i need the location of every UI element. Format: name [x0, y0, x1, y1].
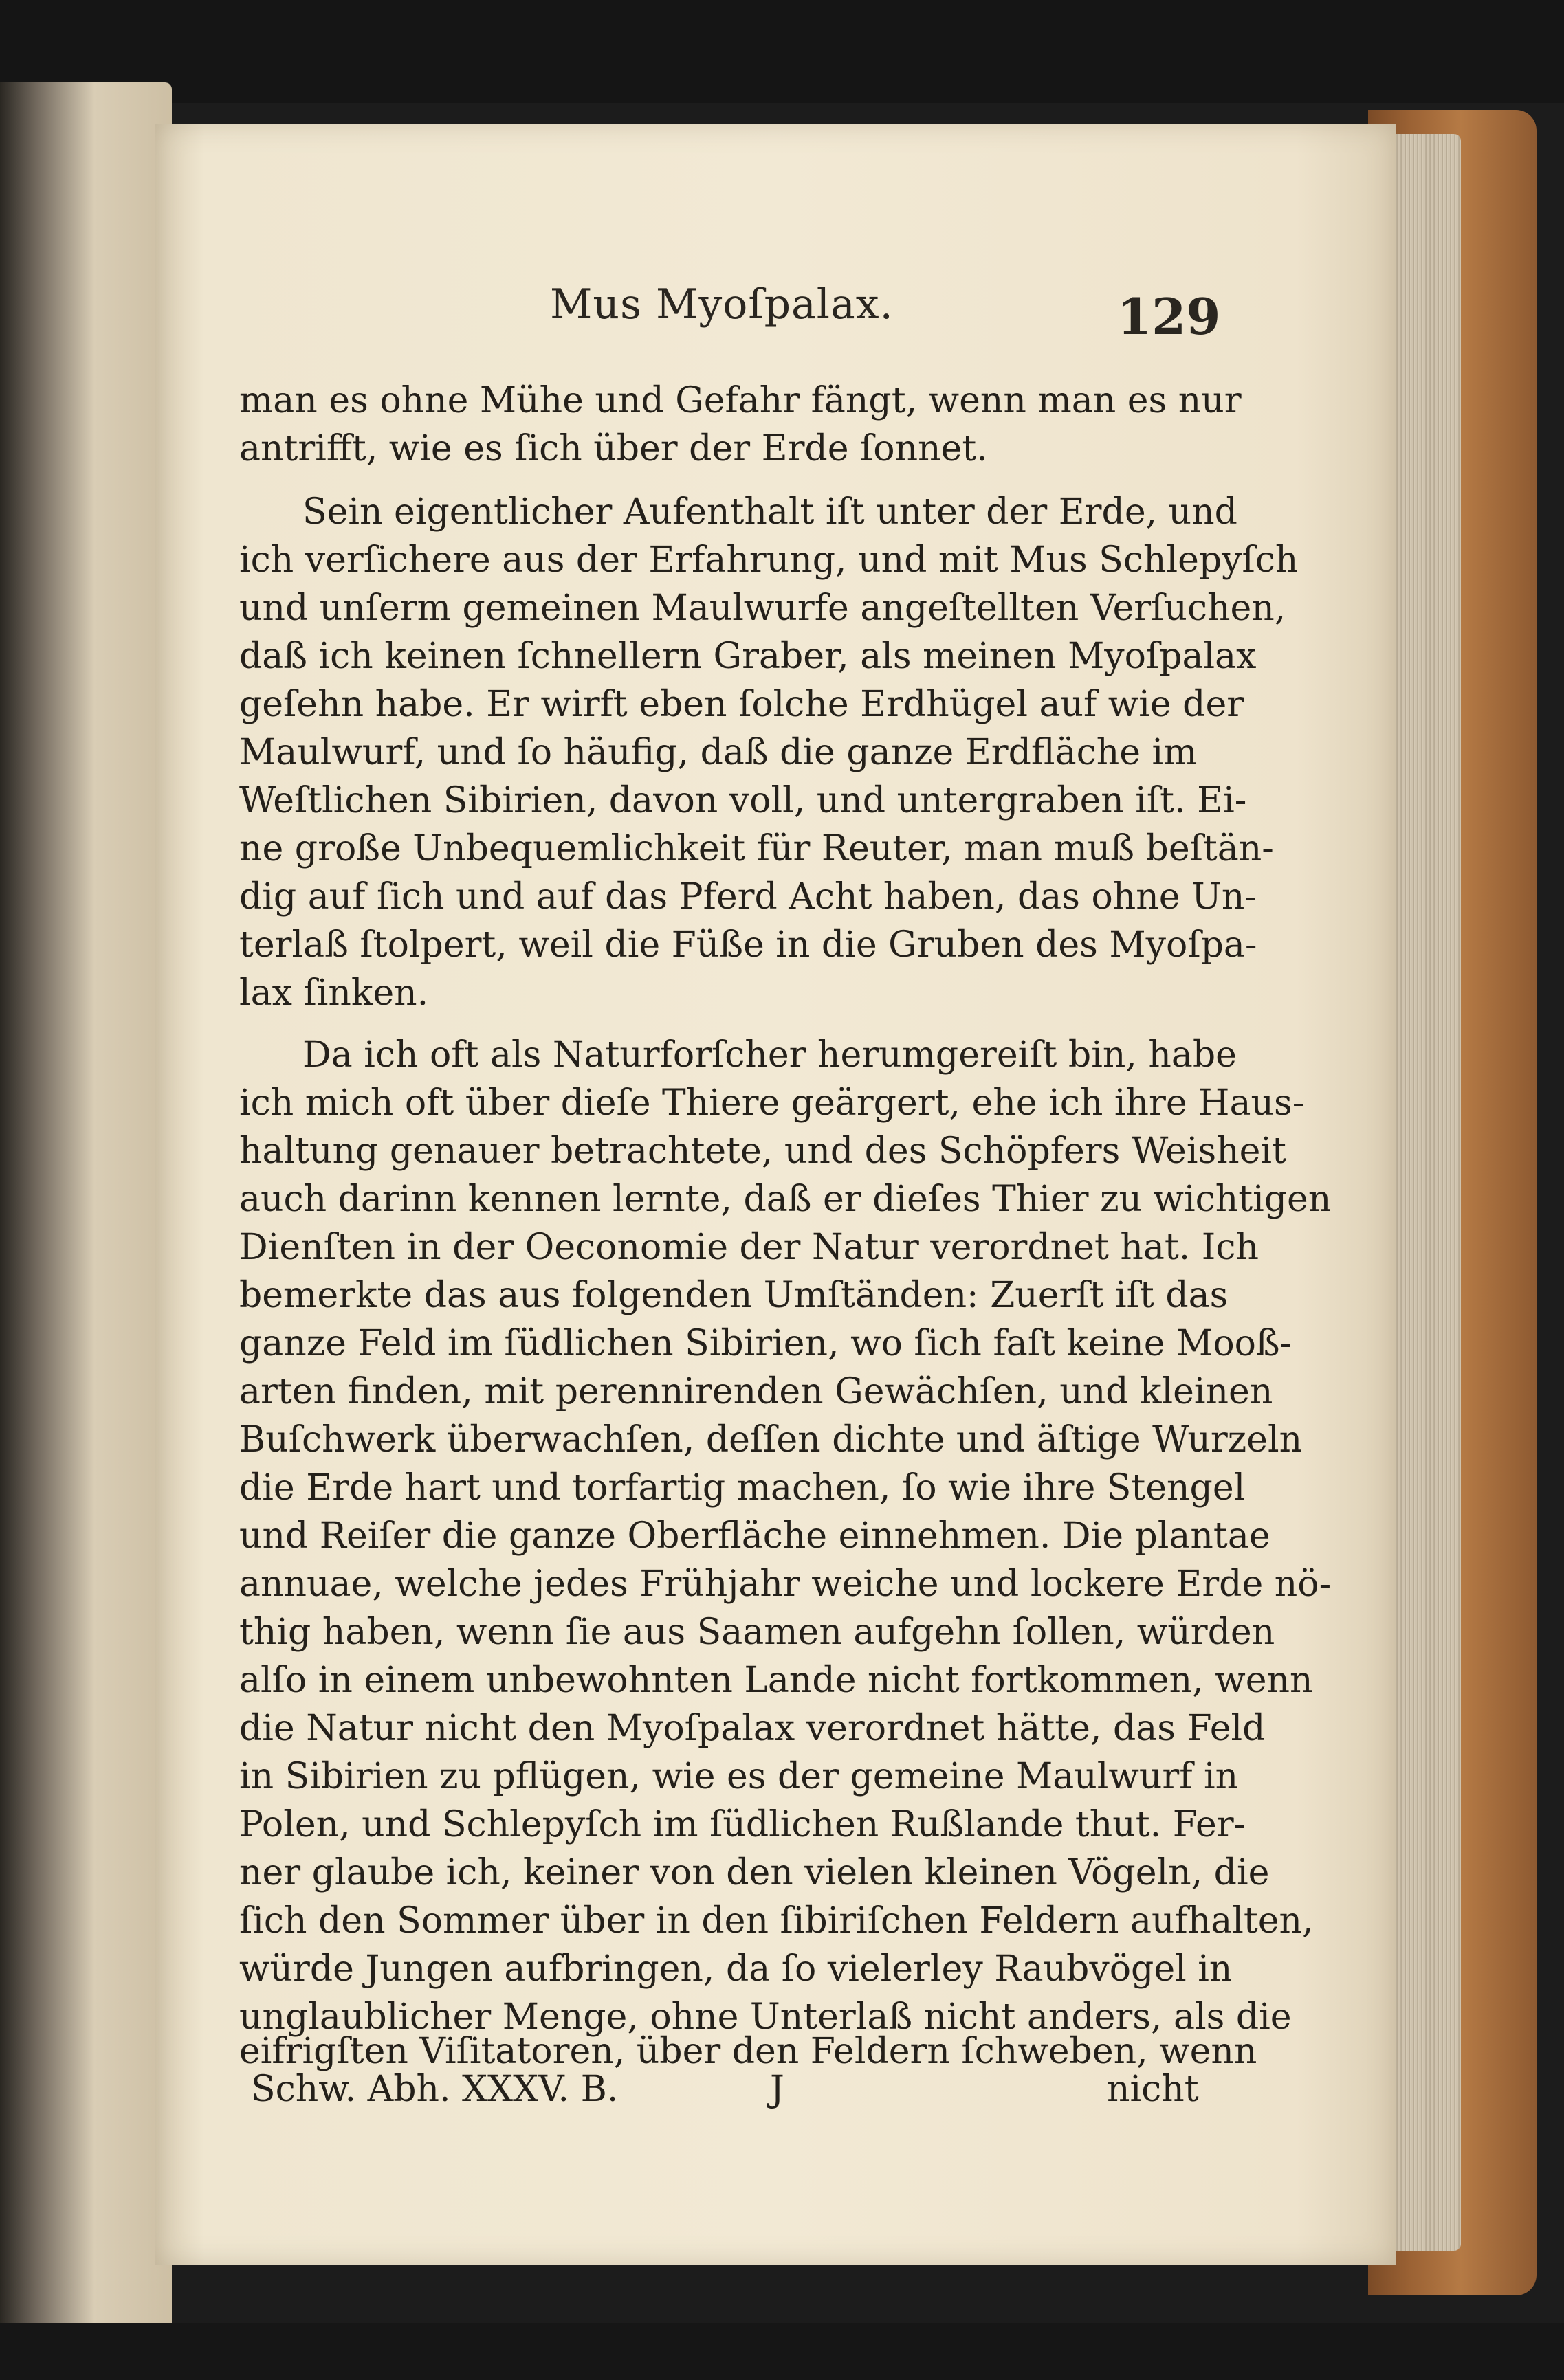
text-line: und unſerm gemeinen Maulwurfe angeſtellten Verſuchen,: [239, 588, 1286, 629]
text-line: Buſchwerk überwachſen, deſſen dichte und äſtige Wurzeln: [239, 1419, 1303, 1460]
text-line: Maulwurf, und ſo häufig, daß die ganze Erdfläche im: [239, 732, 1198, 773]
catchword: nicht: [1107, 2069, 1199, 2110]
background-top: [0, 0, 1564, 103]
text-line: würde Jungen aufbringen, da ſo vielerley Raubvögel in: [239, 1948, 1233, 1990]
text-line: Weſtlichen Sibirien, davon voll, und untergraben iſt. Ei-: [239, 780, 1247, 821]
text-line: unglaublicher Menge, ohne Unterlaß nicht anders, als die: [239, 1997, 1292, 2038]
running-head: Mus Myoſpalax.: [550, 280, 894, 329]
text-line: Da ich oft als Naturforſcher herumgereiſt bin, habe: [302, 1034, 1237, 1076]
text-line: bemerkte das aus folgenden Umſtänden: Zuerſt iſt das: [239, 1275, 1229, 1316]
signature-mark: J: [770, 2069, 784, 2110]
text-line: antrifft, wie es ſich über der Erde ſonnet.: [239, 428, 988, 469]
text-line: terlaß ſtolpert, weil die Füße in die Gruben des Myoſpa-: [239, 924, 1257, 966]
text-line: geſehn habe. Er wirft eben ſolche Erdhügel auf wie der: [239, 684, 1244, 725]
text-line: in Sibirien zu pflügen, wie es der gemeine Maulwurf in: [239, 1756, 1239, 1797]
text-line: ganze Feld im ſüdlichen Sibirien, wo ſich faſt keine Mooß-: [239, 1323, 1292, 1364]
text-line: dig auf ſich und auf das Pferd Acht haben, das ohne Un-: [239, 876, 1257, 917]
page-number: 129: [1117, 287, 1221, 346]
text-line: arten finden, mit perennirenden Gewächſen, und kleinen: [239, 1371, 1273, 1412]
text-line: und Reiſer die ganze Oberfläche einnehmen. Die plantae: [239, 1515, 1270, 1557]
text-line: die Erde hart und torfartig machen, ſo wie ihre Stengel: [239, 1467, 1246, 1509]
background-bottom: [0, 2323, 1564, 2380]
text-line: ſich den Sommer über in den ſibiriſchen Feldern aufhalten,: [239, 1900, 1314, 1942]
text-line: die Natur nicht den Myoſpalax verordnet hätte, das Feld: [239, 1708, 1266, 1749]
text-line: daß ich keinen ſchnellern Graber, als meinen Myoſpalax: [239, 636, 1257, 677]
text-line: ne große Unbequemlichkeit für Reuter, man muß beſtän-: [239, 828, 1274, 869]
text-line: Polen, und Schlepyſch im ſüdlichen Rußlande thut. Fer-: [239, 1804, 1246, 1845]
text-line: haltung genauer betrachtete, und des Schöpfers Weisheit: [239, 1131, 1286, 1172]
text-line: eifrigſten Viſitatoren, über den Feldern ſchweben, wenn: [239, 2031, 1257, 2072]
text-line: ner glaube ich, keiner von den vielen kleinen Vögeln, die: [239, 1852, 1270, 1893]
text-line: alſo in einem unbewohnten Lande nicht fortkommen, wenn: [239, 1660, 1313, 1701]
text-line: man es ohne Mühe und Gefahr fängt, wenn man es nur: [239, 380, 1242, 421]
text-line: ich mich oft über dieſe Thiere geärgert, ehe ich ihre Haus-: [239, 1082, 1305, 1124]
text-line: ich verſichere aus der Erfahrung, und mit Mus Schlepyſch: [239, 540, 1299, 581]
text-line: Sein eigentlicher Aufenthalt iſt unter der Erde, und: [302, 491, 1237, 533]
text-line: auch darinn kennen lernte, daß er dieſes Thier zu wichtigen: [239, 1179, 1332, 1220]
text-line: lax ſinken.: [239, 972, 429, 1014]
text-line: Dienſten in der Oeconomie der Natur verordnet hat. Ich: [239, 1227, 1259, 1268]
left-page-edge: [0, 82, 172, 2380]
text-line: thig haben, wenn ſie aus Saamen aufgehn ſollen, würden: [239, 1612, 1275, 1653]
signature-left: Schw. Abh. XXXV. B.: [251, 2069, 619, 2110]
text-line: annuae, welche jedes Frühjahr weiche und lockere Erde nö-: [239, 1564, 1332, 1605]
